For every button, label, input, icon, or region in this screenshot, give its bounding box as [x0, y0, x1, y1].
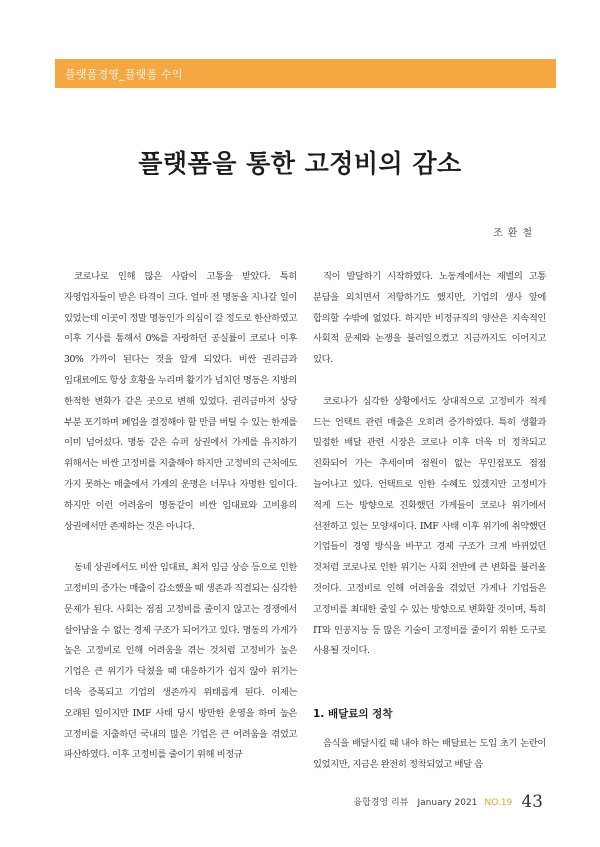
- body-paragraph: 코로나가 심각한 상황에서도 상대적으로 고정비가 적게 드는 언택트 관련 매출은 오히려 증가하였다. 특히 생활과 밀접한 배달 관련 시장은 코로나 이후 더욱 더 정착되고 진화되어 가는 추세이며 점원이 없는 무인점포도 점점 늘어나고 있다. 언택트로 인한 수혜도 있겠지만 고정비가 적게 드는 방향으로 진화했던 가게들이 코로나 위기에서 선전하고 있는 모양새이다. IMF 사태 이후 위기에 취약했던 기업들이 경영 방식을 바꾸고 경제 구조가 크게 바뀌었던 것처럼 코로나로 인한 위기는 사회 전반에 큰 변화를 불러올 것이다. 고정비로 인해 어려움을 겪었던 가게나 기업들은 고정비를 최대한 줄일 수 있는 방향으로 변화할 것이며, 특히 IT와 인공지능 등 많은 기술이 고정비를 줄이기 위한 도구로 사용될 것이다.: [313, 395, 546, 657]
- section-label: 플랫폼경영_플랫폼 수익: [65, 68, 183, 81]
- body-paragraph: 동네 상권에서도 비싼 임대료, 최저 임금 상승 등으로 인한 고정비의 증가는 매출이 감소했을 때 생존과 직결되는 심각한 문제가 된다. 사회는 점점 고정비를 줄이지 않고는 경쟁에서 살아남을 수 없는 경제 구조가 되어가고 있다. 명동의 가게가 높은 고정비로 인해 어려움을 겪는 것처럼 고정비가 높은 기업은 큰 위기가 닥쳤을 때 대응하기가 쉽지 않아 위기는 더욱 증폭되고 기업의 생존까지 위태롭게 된다. 이제는 오래된 일이지만 IMF 사태 당시 방만한 운영을 하며 높은 고정비를 지출하던 국내의 많은 기업은 큰 어려움을 겪었고 파산하였다. 이후 고정비를 줄이기 위해 비정규: [64, 562, 297, 761]
- article-author: 조환철: [493, 228, 537, 239]
- body-paragraph: 직이 발달하기 시작하였다. 노동계에서는 재벌의 고통 분담을 외치면서 저항하기도 했지만, 기업의 생사 앞에 합의할 수밖에 없었다. 하지만 비정규직의 양산은 지속적인 사회적 문제와 논쟁을 불러일으켰고 지금까지도 이어지고 있다.: [313, 271, 546, 366]
- section-header-bar: [55, 59, 556, 88]
- page-number: 43: [521, 792, 543, 812]
- magazine-name: 융합경영 리뷰: [353, 798, 409, 808]
- body-paragraph: 코로나로 인해 많은 사람이 고통을 받았다. 특히 자영업자들이 받은 타격이 크다. 얼마 전 명동을 지나갈 일이 있었는데 이곳이 정말 명동인가 의심이 갈 정도로 한산하였고 이후 기사를 통해서 0%를 자랑하던 공실률이 코로나 이후 30% 가까이 된다는 것을 알게 되었다. 비싼 권리금과 임대료에도 항상 호황을 누리며 활기가 넘치던 명동은 지방의 한적한 변화가 같은 곳으로 변해 있었다. 권리금마저 상당 부분 포기하며 폐업을 결정해야 할 만큼 버틸 수 있는 한계를 이미 넘어섰다. 명동 같은 슈퍼 상권에서 가게를 유지하기 위해서는 비싼 고정비를 지출해야 하지만 고정비의 근처에도 가지 못하는 매출에서 가게의 운명은 너무나 자명한 일이다. 하지만 이런 어려움이 명동같이 비싼 임대료와 고비용의 상권에서만 존재하는 것은 아니다.: [64, 271, 297, 532]
- left-column: [64, 267, 297, 766]
- issue-date: January 2021: [417, 798, 478, 808]
- section-heading: 1. 배달료의 정착: [313, 708, 393, 721]
- article-title: 플랫폼을 통한 고정비의 감소: [138, 149, 462, 178]
- body-paragraph: 음식을 배달시킬 때 내야 하는 배달료는 도입 초기 논란이 있었지만, 지금은 완전히 정착되었고 배달 음: [313, 738, 546, 770]
- page-footer: [353, 790, 543, 812]
- right-column: [313, 267, 546, 776]
- issue-number: NO.19: [484, 798, 513, 808]
